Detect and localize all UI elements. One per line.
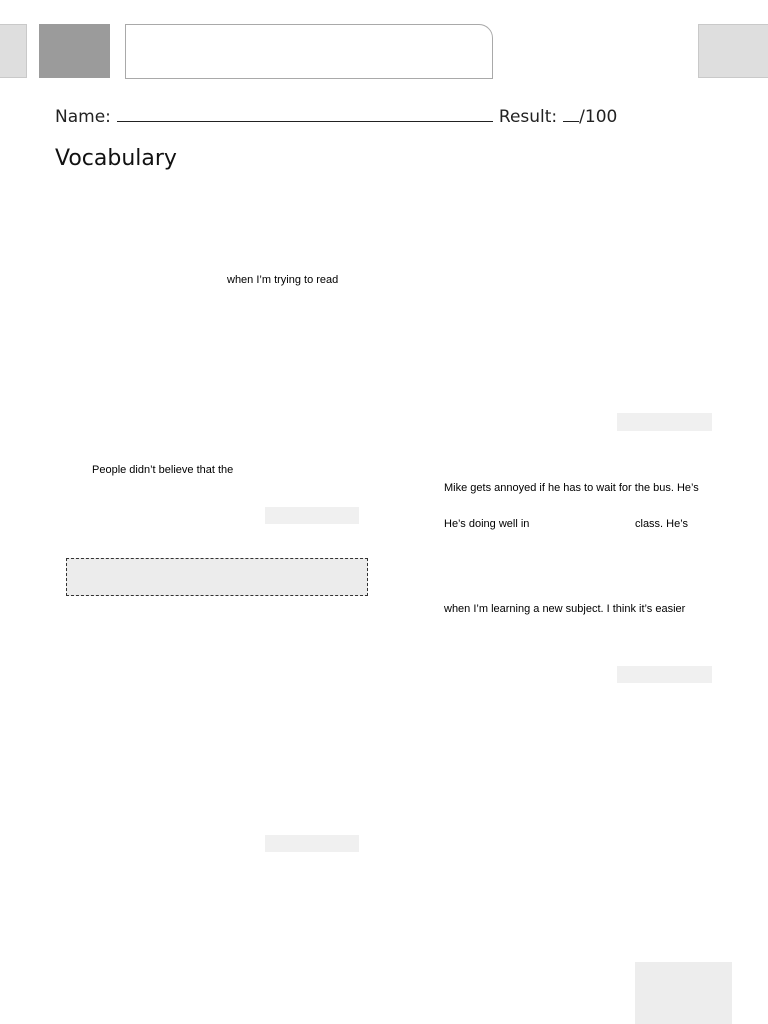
answer-box[interactable] <box>617 666 712 683</box>
header-tab-dark <box>39 24 110 78</box>
answer-box[interactable] <box>617 413 712 431</box>
header-tab-left <box>0 24 27 78</box>
name-field[interactable] <box>117 106 493 122</box>
sentence-fragment-right-2b: class. He’s <box>635 518 688 530</box>
sentence-fragment-right-2a: He’s doing well in <box>444 518 530 530</box>
name-result-row <box>55 106 617 127</box>
sentence-fragment-left-2: People didn’t believe that the <box>92 464 234 476</box>
name-label: Name: <box>55 107 111 127</box>
result-field[interactable] <box>563 106 579 122</box>
word-bank-box <box>66 558 368 596</box>
sentence-fragment-left-1: when I’m trying to read <box>227 274 339 286</box>
result-suffix: /100 <box>579 107 618 127</box>
sentence-fragment-right-1: Mike gets annoyed if he has to wait for the bus. He’s <box>444 482 699 494</box>
answer-box[interactable] <box>265 835 359 852</box>
section-title: Vocabulary <box>55 146 177 171</box>
result-label: Result: <box>498 107 558 127</box>
header-title-box <box>125 24 493 79</box>
sentence-fragment-right-3: when I’m learning a new subject. I think it’s easier <box>444 603 686 615</box>
header-tab-right <box>698 24 768 78</box>
answer-box[interactable] <box>265 507 359 524</box>
score-corner-box <box>635 962 732 1024</box>
